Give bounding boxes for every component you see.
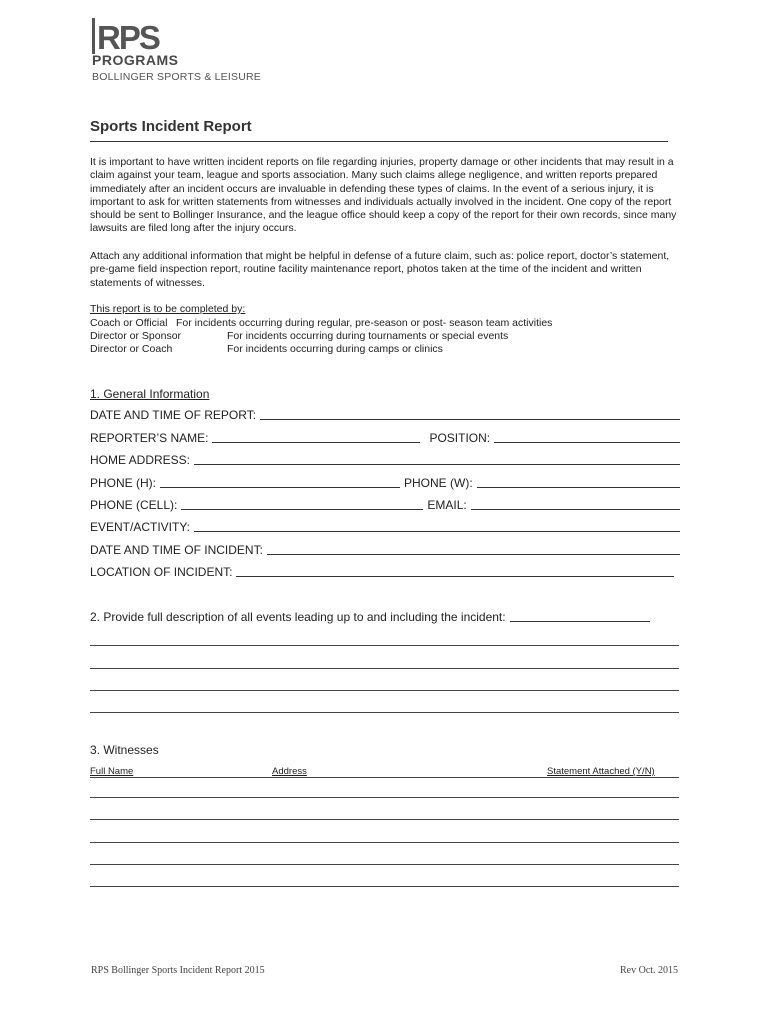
witness-line[interactable] [90, 842, 679, 843]
incident-date-row [90, 539, 680, 557]
completion-who: Director or Sponsor [90, 330, 182, 342]
col-statement: Statement Attached (Y/N) [547, 766, 655, 777]
phone-row [90, 472, 680, 490]
reporter-row [90, 427, 680, 445]
description-line[interactable] [90, 712, 679, 713]
title-divider [90, 141, 668, 142]
event-row [90, 516, 680, 534]
rps-logo-icon [92, 18, 162, 54]
completion-when: For incidents occurring during tournaments or special events [227, 330, 509, 342]
home-address-row [90, 449, 680, 467]
witness-line[interactable] [90, 864, 679, 865]
phone-h-label: PHONE (H): [90, 476, 156, 490]
col-address: Address [272, 766, 307, 777]
page-title: Sports Incident Report [90, 118, 252, 135]
rps-logo [92, 18, 162, 54]
description-line[interactable] [90, 645, 679, 646]
description-first-line[interactable] [510, 608, 650, 622]
reporter-name-field[interactable] [212, 429, 420, 443]
col-full-name: Full Name [90, 766, 134, 777]
location-row [90, 561, 674, 579]
cell-email-row [90, 494, 680, 512]
date-time-report-field[interactable] [260, 406, 680, 420]
position-label: POSITION: [429, 431, 491, 445]
witness-line[interactable] [90, 797, 679, 798]
completion-when: For incidents occurring during regular, pre-season or post- season team activities [176, 317, 553, 329]
date-time-incident-field[interactable] [267, 541, 680, 555]
date-time-report-label: DATE AND TIME OF REPORT: [90, 408, 257, 422]
phone-w-field[interactable] [477, 474, 680, 488]
footer-left: RPS Bollinger Sports Incident Report 2015 [91, 965, 265, 976]
reporter-name-label: REPORTER’S NAME: [90, 431, 209, 445]
witness-header-line [90, 777, 679, 778]
section3-heading: 3. Witnesses [90, 743, 159, 757]
attach-paragraph: Attach any additional information that might be helpful in defense of a future claim, such as: police report, doctor’s statement, pre-game field inspection report, routine facility maintenance report, photos taken at the time of the incident and written statements of witnesses. [90, 250, 670, 289]
completion-row [90, 317, 552, 330]
footer-right: Rev Oct. 2015 [620, 965, 679, 976]
witness-line[interactable] [90, 886, 679, 887]
phone-h-field[interactable] [160, 474, 400, 488]
phone-cell-field[interactable] [181, 496, 423, 510]
intro-paragraph: It is important to have written incident reports on file regarding injuries, property damage or other incidents that may result in a claim against your team, league and sports association. Many such claims allege negligence, and written reports prepared immediately after an incident occurs are invaluable in defending these types of claims. In the event of a serious injury, it is important to ask for written statements from witnesses and individuals actually involved in the incident. One copy of the report should be sent to Bollinger Insurance, and the league office should keep a copy of the report for their own records, since many lawsuits are filed long after the injury occurs. [90, 156, 677, 235]
section1-heading: 1. General Information [90, 387, 210, 401]
date-time-report-row [90, 404, 680, 422]
completion-heading: This report is to be completed by: [90, 303, 246, 315]
completion-who: Coach or Official [90, 317, 168, 329]
section2-heading: 2. Provide full description of all events leading up to and including the incident: [90, 610, 506, 624]
email-field[interactable] [471, 496, 680, 510]
witness-line[interactable] [90, 819, 679, 820]
logo-subtitle: BOLLINGER SPORTS & LEISURE [92, 71, 261, 83]
location-field[interactable] [236, 563, 674, 577]
email-label: EMAIL: [427, 498, 467, 512]
completion-who: Director or Coach [90, 343, 173, 355]
phone-cell-label: PHONE (CELL): [90, 498, 178, 512]
event-activity-field[interactable] [194, 518, 680, 532]
date-time-incident-label: DATE AND TIME OF INCIDENT: [90, 543, 263, 557]
home-address-field[interactable] [194, 451, 680, 465]
position-field[interactable] [494, 429, 680, 443]
description-line[interactable] [90, 690, 679, 691]
completion-row [90, 343, 443, 356]
home-address-label: HOME ADDRESS: [90, 453, 191, 467]
event-activity-label: EVENT/ACTIVITY: [90, 520, 191, 534]
description-line[interactable] [90, 668, 679, 669]
logo-programs: PROGRAMS [92, 52, 179, 68]
logo-mark-text: RPS [97, 19, 159, 54]
completion-row [90, 330, 508, 343]
phone-w-label: PHONE (W): [404, 476, 473, 490]
completion-when: For incidents occurring during camps or clinics [227, 343, 443, 355]
location-label: LOCATION OF INCIDENT: [90, 565, 233, 579]
section2-heading-row [90, 606, 650, 624]
